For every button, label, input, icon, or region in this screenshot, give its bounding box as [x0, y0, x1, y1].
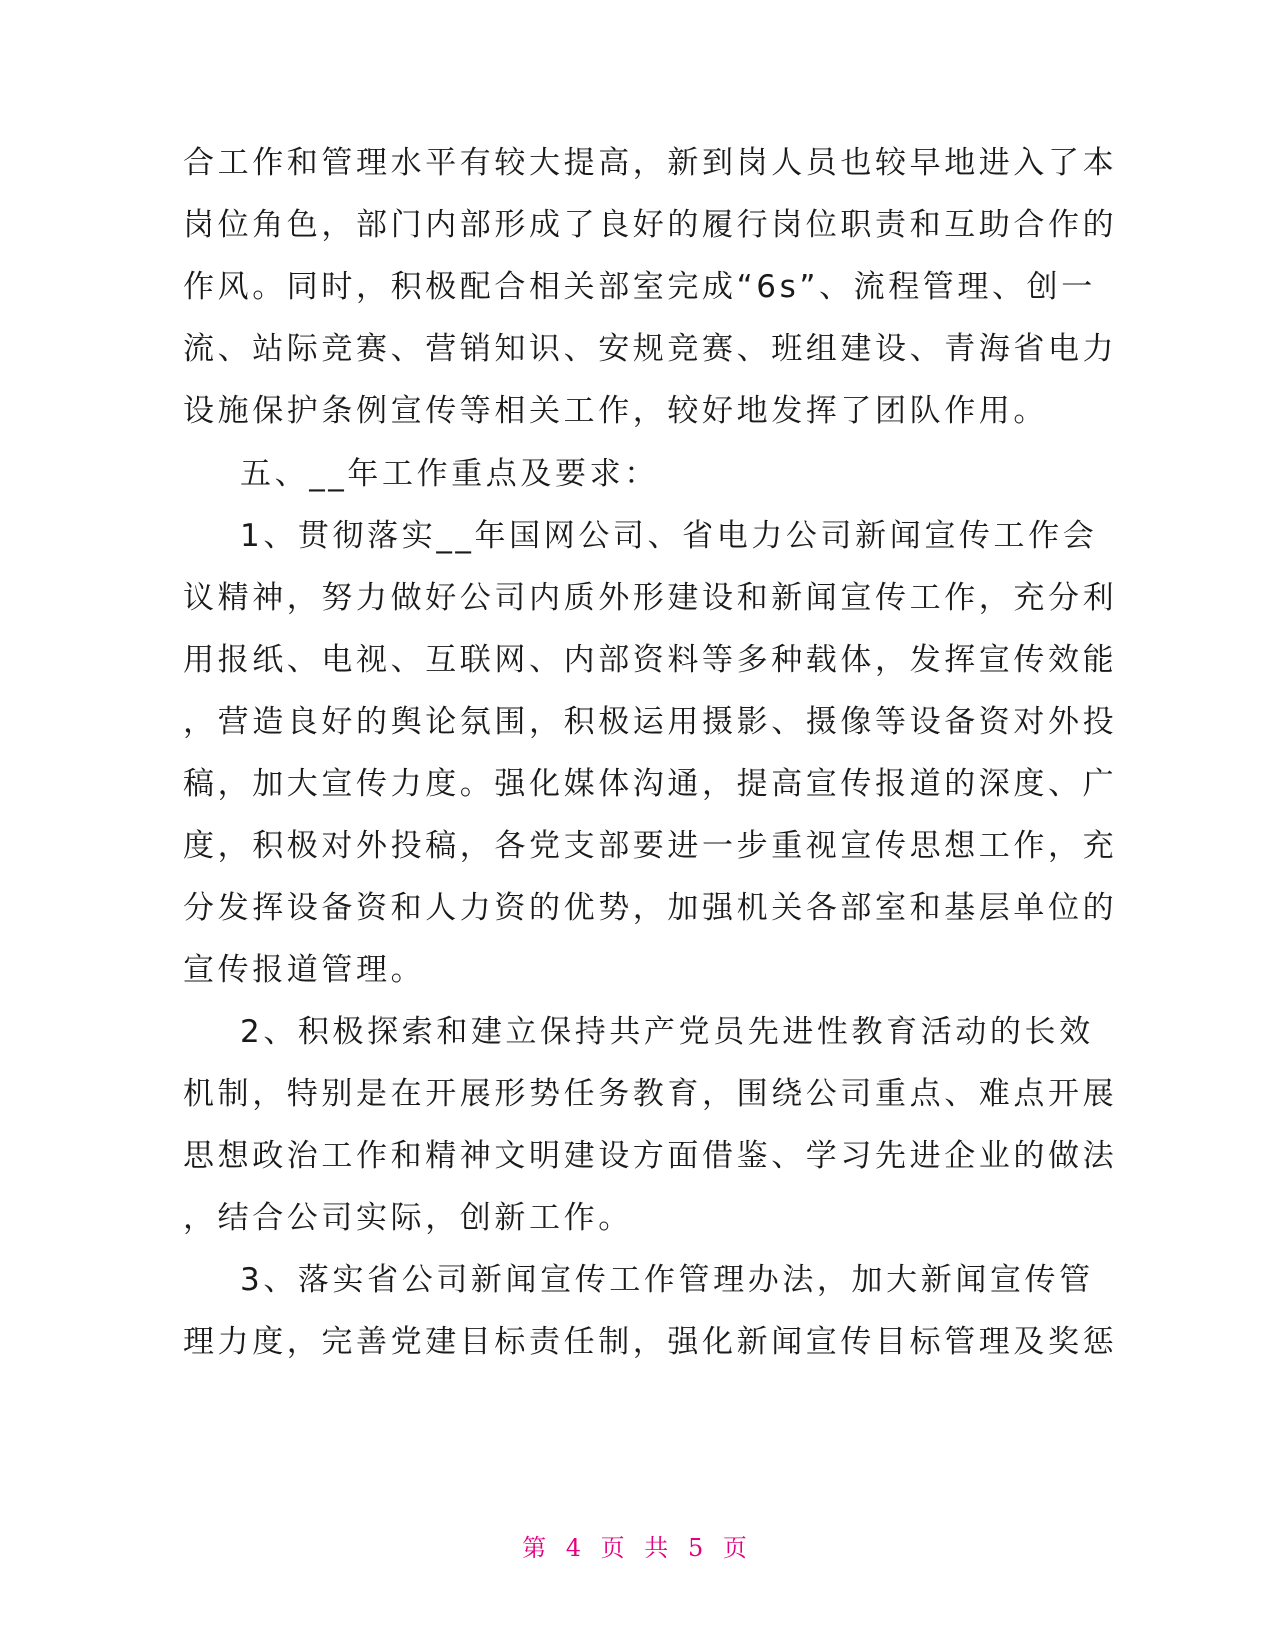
text-line: 度，积极对外投稿，各党支部要进一步重视宣传思想工作，充 [183, 828, 1118, 864]
text-line: ，营造良好的舆论氛围，积极运用摄影、摄像等设备资对外投 [183, 704, 1118, 740]
text-line: 宣传报道管理。 [183, 952, 426, 988]
text-line: 理力度，完善党建目标责任制，强化新闻宣传目标管理及奖惩 [183, 1324, 1118, 1360]
text-line: 流、站际竞赛、营销知识、安规竞赛、班组建设、青海省电力 [183, 331, 1118, 367]
text-line: 用报纸、电视、互联网、内部资料等多种载体，发挥宣传效能 [183, 642, 1118, 678]
text-line: ，结合公司实际，创新工作。 [183, 1200, 633, 1236]
section-heading: 五、__年工作重点及要求： [240, 456, 659, 492]
text-line: 机制，特别是在开展形势任务教育，围绕公司重点、难点开展 [183, 1076, 1118, 1112]
text-line: 分发挥设备资和人力资的优势，加强机关各部室和基层单位的 [183, 890, 1118, 926]
page-number-footer: 第 4 页 共 5 页 [522, 1534, 753, 1562]
text-line: 设施保护条例宣传等相关工作，较好地发挥了团队作用。 [183, 393, 1048, 429]
text-line: 思想政治工作和精神文明建设方面借鉴、学习先进企业的做法 [183, 1138, 1118, 1174]
text-line: 作风。同时，积极配合相关部室完成“6s”、流程管理、创一 [183, 269, 1096, 305]
text-line: 3、落实省公司新闻宣传工作管理办法，加大新闻宣传管 [240, 1262, 1094, 1298]
text-line: 岗位角色，部门内部形成了良好的履行岗位职责和互助合作的 [183, 207, 1118, 243]
text-line: 1、贯彻落实__年国网公司、省电力公司新闻宣传工作会 [240, 518, 1098, 554]
text-line: 稿，加大宣传力度。强化媒体沟通，提高宣传报道的深度、广 [183, 766, 1118, 802]
text-line: 2、积极探索和建立保持共产党员先进性教育活动的长效 [240, 1014, 1094, 1050]
text-line: 议精神，努力做好公司内质外形建设和新闻宣传工作，充分利 [183, 580, 1118, 616]
text-line: 合工作和管理水平有较大提高，新到岗人员也较早地进入了本 [183, 145, 1118, 181]
